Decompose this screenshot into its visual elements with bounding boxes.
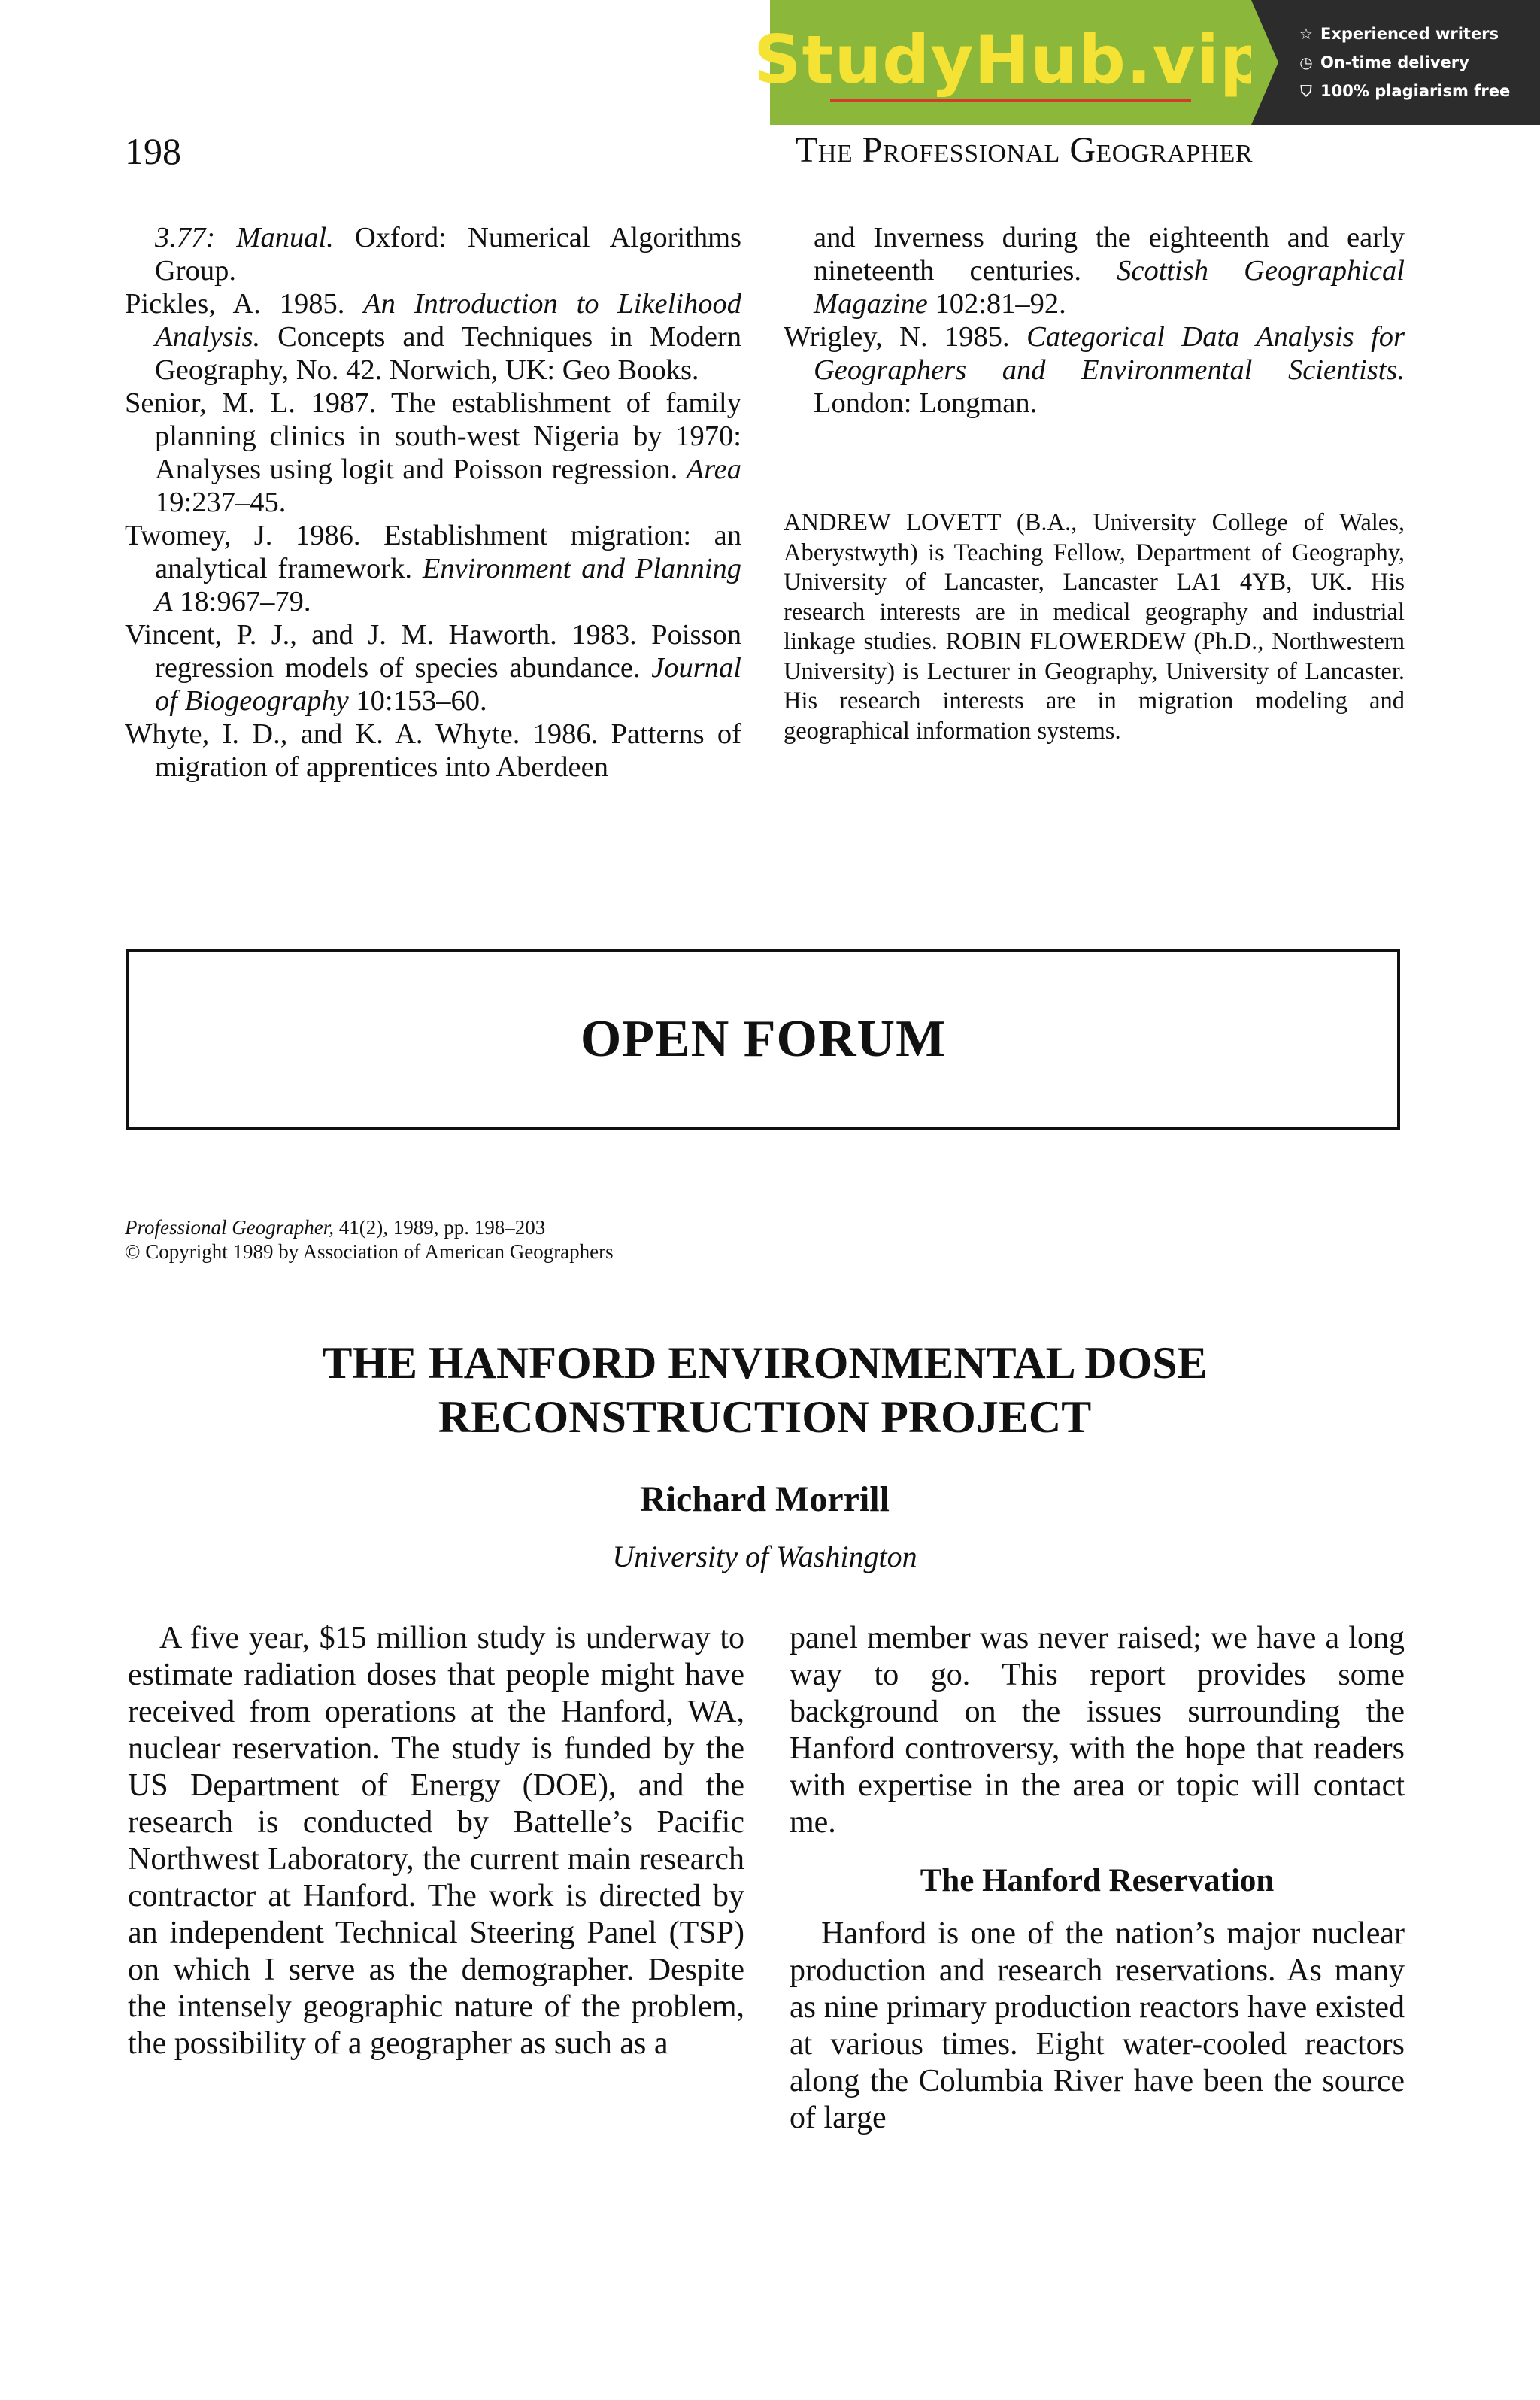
article-title-line-2: RECONSTRUCTION PROJECT	[438, 1392, 1092, 1442]
banner-arrow-shape	[1251, 0, 1278, 125]
section-heading: The Hanford Reservation	[920, 1863, 1275, 1898]
reference-text: 10:153–60.	[348, 685, 487, 717]
reference-text: Concepts and Techniques in Modern Geography, No. 42. Norwich, UK: Geo Books.	[155, 321, 741, 386]
clock-icon: ◷	[1299, 53, 1313, 71]
feature-on-time-delivery	[1298, 53, 1540, 71]
reference-text: Oxford: Numerical Algorithms Group.	[155, 222, 741, 287]
journal-citation	[125, 1215, 614, 1264]
article-title-line-1: THE HANFORD ENVIRONMENTAL DOSE	[322, 1338, 1208, 1388]
reference-italic: Environment and Planning A	[155, 553, 742, 617]
reference-entry	[125, 519, 741, 618]
page-number: 198	[125, 130, 181, 172]
reference-entry	[125, 287, 741, 387]
reference-italic: 3.77: Manual.	[155, 222, 334, 253]
studyhub-logo[interactable]	[753, 0, 1268, 125]
feature-experienced-writers	[1298, 25, 1540, 43]
feature-label: On-time delivery	[1320, 53, 1469, 71]
open-forum-title: OPEN FORUM	[580, 1010, 947, 1068]
body-right-column	[790, 1620, 1405, 2137]
reference-italic: Scottish Geographical Magazine	[814, 255, 1405, 320]
reference-italic: Journal of Biogeography	[155, 652, 741, 717]
reference-text: and Inverness during the eighteenth and early nineteenth centuries.	[814, 222, 1405, 287]
body-paragraph-continuation: panel member was never raised; we have a long way to go. This report provides some background on the issues surrounding the Hanford controversy, with the hope that readers with expertise in the area or topic will contact me.	[790, 1621, 1405, 1840]
reference-entry	[125, 618, 741, 718]
article-affiliation: University of Washington	[612, 1540, 917, 1573]
open-forum-box	[126, 949, 1400, 1130]
reference-entry	[784, 221, 1405, 320]
reference-entry	[784, 320, 1405, 420]
reference-entry	[125, 387, 741, 519]
citation-copyright: © Copyright 1989 by Association of American Geographers	[125, 1240, 614, 1263]
citation-details: 41(2), 1989, pp. 198–203	[334, 1216, 546, 1239]
reference-text: London: Longman.	[814, 387, 1038, 419]
feature-plagiarism-free	[1298, 82, 1540, 100]
reference-text: Twomey, J. 1986. Establishment migration: an analytical framework.	[125, 520, 741, 584]
reference-text: Senior, M. L. 1987. The establishment of family planning clinics in south-west Nigeria by 1970: Analyses using logit and Poisson regression.	[125, 387, 741, 485]
shield-icon: ⛉	[1300, 82, 1312, 100]
references-left-column	[125, 221, 741, 784]
body-paragraph: Hanford is one of the nation’s major nuclear production and research reservations. As many as nine primary production reactors have existed at various times. Eight water-cooled reactors along the Columbia River have been the source of large	[790, 1916, 1405, 2135]
reference-italic: Categorical Data Analysis for Geographers and Environmental Scientists.	[814, 321, 1405, 386]
reference-entry	[125, 221, 741, 287]
reference-text: Whyte, I. D., and K. A. Whyte. 1986. Patterns of migration of apprentices into Aberdeen	[125, 718, 741, 783]
references-right-column	[784, 221, 1405, 420]
reference-text: 102:81–92.	[927, 288, 1066, 320]
reference-italic: An Introduction to Likelihood Analysis.	[155, 288, 741, 353]
running-head: The Professional Geographer	[796, 130, 1253, 170]
reference-text: Pickles, A. 1985.	[125, 288, 364, 320]
feature-label: 100% plagiarism free	[1320, 82, 1511, 100]
studyhub-banner[interactable]	[753, 0, 1540, 125]
reference-text: Wrigley, N. 1985.	[784, 321, 1027, 353]
author-bios: ANDREW LOVETT (B.A., University College of Wales, Aberystwyth) is Teaching Fellow, Department of Geography, University of Lancaster, Lancaster LA1 4YB, UK. His research interests are in medical geography and industrial linkage studies. ROBIN FLOWERDEW (Ph.D., Northwestern University) is Lecturer in Geography, University of Lancaster. His research interests are in migration modeling and geographical information systems.	[784, 509, 1405, 745]
star-icon: ☆	[1299, 25, 1313, 43]
reference-italic: Area	[686, 454, 741, 485]
logo-underline	[830, 99, 1191, 102]
body-left-column	[128, 1620, 744, 2062]
reference-text: 18:967–79.	[172, 586, 311, 617]
logo-text: StudyHub.vip	[753, 20, 1268, 99]
reference-text: 19:237–45.	[155, 487, 286, 518]
reference-entry	[125, 718, 741, 784]
article-author: Richard Morrill	[640, 1479, 890, 1519]
citation-journal: Professional Geographer,	[125, 1216, 334, 1239]
article-title	[125, 1336, 1405, 1444]
banner-features	[1251, 0, 1540, 125]
reference-text: Vincent, P. J., and J. M. Haworth. 1983. Poisson regression models of species abundance.	[125, 619, 741, 684]
body-paragraph: A five year, $15 million study is underway to estimate radiation doses that people might have received from operations at the Hanford, WA, nuclear reservation. The study is funded by the US Department of Energy (DOE), and the research is conducted by Battelle’s Pacific Northwest Laboratory, the current main research contractor at Hanford. The work is directed by an independent Technical Steering Panel (TSP) on which I serve as the demographer. Despite the intensely geographic nature of the problem, the possibility of a geographer as such as a	[128, 1621, 744, 2061]
feature-label: Experienced writers	[1320, 25, 1499, 43]
